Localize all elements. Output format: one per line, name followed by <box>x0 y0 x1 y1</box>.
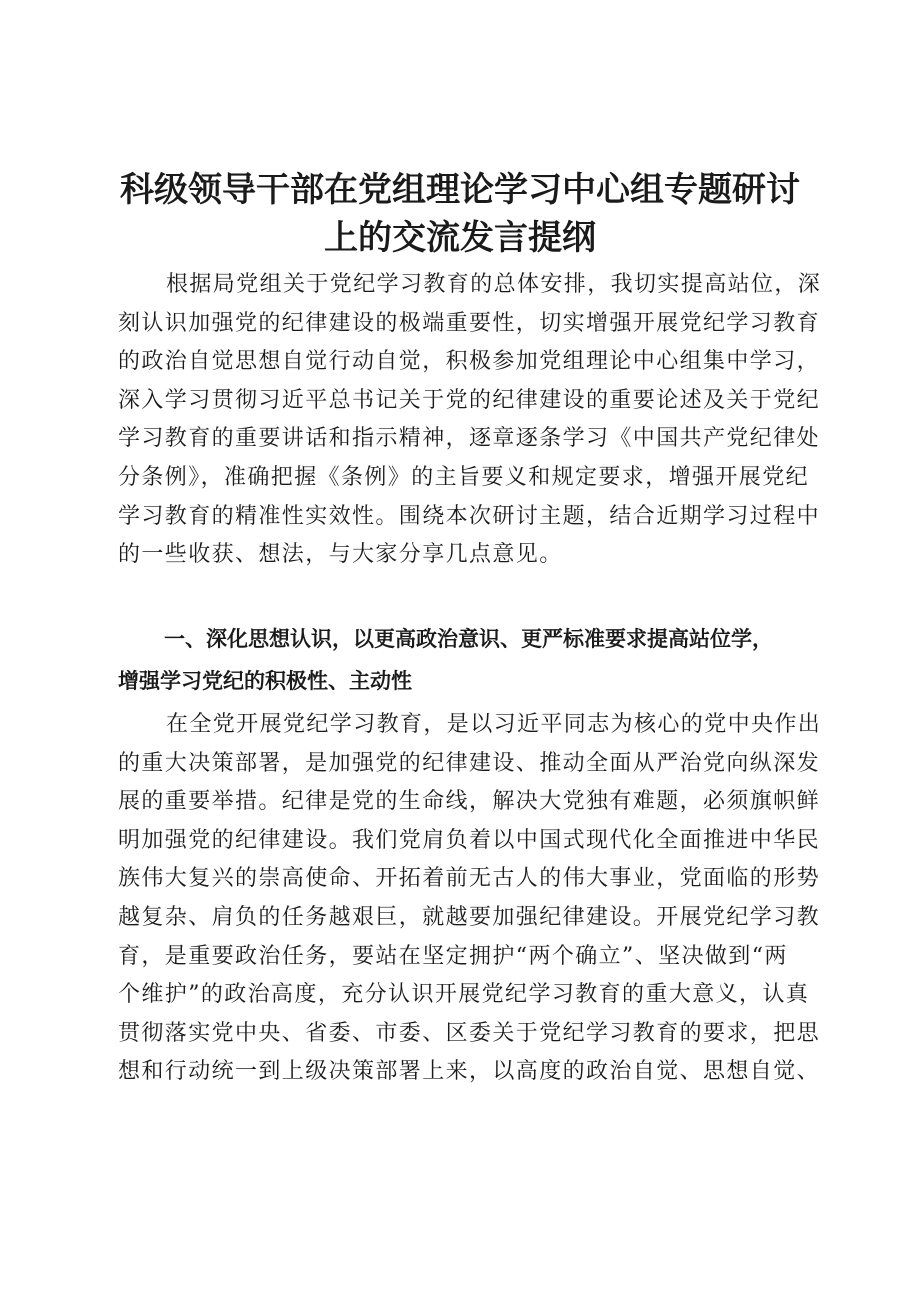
section-heading-1 <box>118 618 818 702</box>
section-1-line: 在全党开展党纪学习教育，是以习近平同志为核心的党中央作出 <box>166 712 822 737</box>
intro-line: 学习教育的精准性实效性。围绕本次研讨主题，结合近期学习过程中 <box>118 503 821 529</box>
intro-line: 分条例》，准确把握《条例》的主旨要义和规定要求，增强开展党纪 <box>118 464 810 490</box>
section-1-paragraph <box>118 706 822 1092</box>
intro-line: 刻认识加强党的纪律建设的极端重要性，切实增强开展党纪学习教育 <box>118 310 821 336</box>
section-1-line: 明加强党的纪律建设。我们党肩负着以中国式现代化全面推进中华民 <box>118 827 821 853</box>
document-title <box>100 166 820 262</box>
section-1-line: 的重大决策部署，是加强党的纪律建设、推动全面从严治党向纵深发 <box>118 750 821 776</box>
section-1-line: 贯彻落实党中央、省委、市委、区委关于党纪学习教育的要求，把思 <box>118 1020 821 1046</box>
intro-line: 的一些收获、想法，与大家分享几点意见。 <box>118 542 563 568</box>
section-1-line: 展的重要举措。纪律是党的生命线，解决大党独有难题，必须旗帜鲜 <box>118 789 821 815</box>
intro-line: 的政治自觉思想自觉行动自觉，积极参加党组理论中心组集中学习， <box>118 349 821 375</box>
section-1-line: 个维护”的政治高度，充分认识开展党纪学习教育的重大意义，认真 <box>118 982 810 1008</box>
section-1-line: 想和行动统一到上级决策部署上来，以高度的政治自觉、思想自觉、 <box>118 1059 821 1085</box>
section-heading-line-2: 增强学习党纪的积极性、主动性 <box>118 669 412 693</box>
section-1-line: 育，是重要政治任务，要站在坚定拥护“两个确立”、坚决做到“两 <box>118 943 788 969</box>
section-1-line: 族伟大复兴的崇高使命、开拓着前无古人的伟大事业，党面临的形势 <box>118 866 821 892</box>
intro-line: 学习教育的重要讲话和指示精神，逐章逐条学习《中国共产党纪律处 <box>118 426 821 452</box>
intro-paragraph <box>118 266 822 575</box>
section-1-line: 越复杂、肩负的任务越艰巨，就越要加强纪律建设。开展党纪学习教 <box>118 904 821 930</box>
title-line-2: 上的交流发言提纲 <box>324 218 596 258</box>
title-line-1: 科级领导干部在党组理论学习中心组专题研讨 <box>120 170 800 210</box>
intro-line: 深入学习贯彻习近平总书记关于党的纪律建设的重要论述及关于党纪 <box>118 387 821 413</box>
section-heading-line-1: 一、深化思想认识，以更高政治意识、更严标准要求提高站位学， <box>164 627 773 651</box>
intro-line: 根据局党组关于党纪学习教育的总体安排，我切实提高站位，深 <box>166 272 822 297</box>
